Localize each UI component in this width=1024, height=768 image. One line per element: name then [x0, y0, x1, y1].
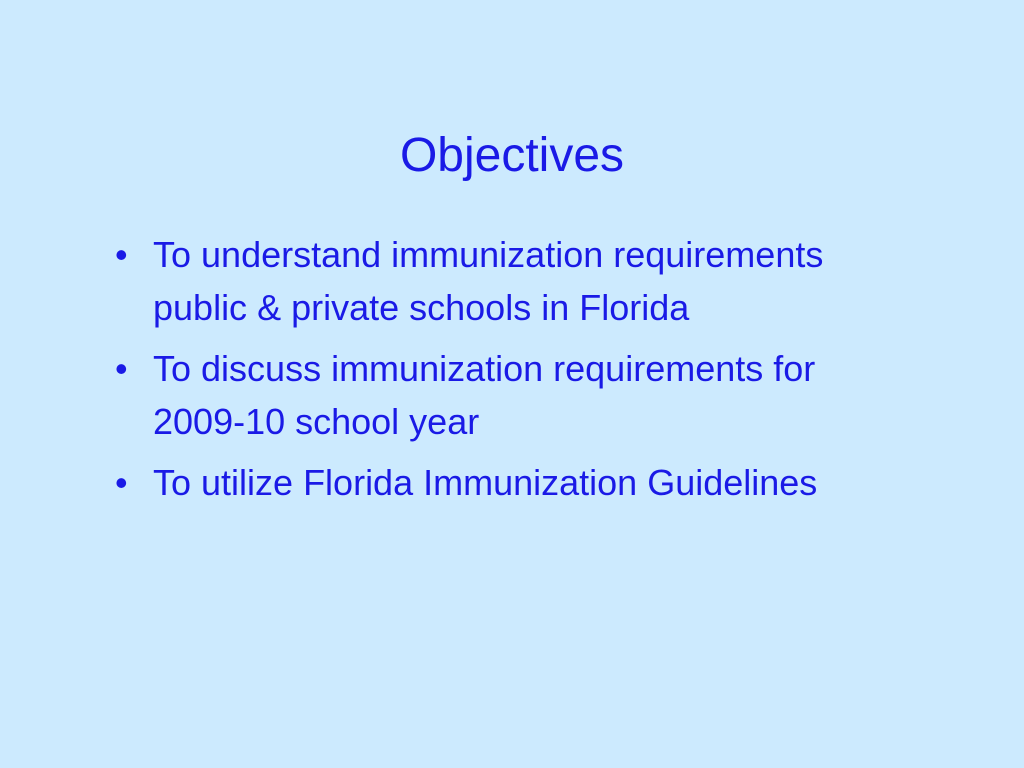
bullet-list [112, 228, 832, 517]
bullet-dot-icon: • [115, 234, 128, 275]
slide-title: Objectives [399, 129, 625, 182]
bullet-text-3: To utilize Florida Immunization Guidelines [153, 462, 818, 503]
bullet-item-3 [112, 456, 832, 509]
bullet-dot-icon: • [115, 462, 128, 503]
bullet-dot-icon: • [115, 348, 128, 389]
bullet-item-2 [112, 342, 832, 448]
bullet-text-2: To discuss immunization requirements for 2009-10 school year [153, 348, 816, 442]
bullet-item-1 [112, 228, 832, 334]
bullet-text-1: To understand immunization requirements public & private schools in Florida [153, 234, 824, 328]
